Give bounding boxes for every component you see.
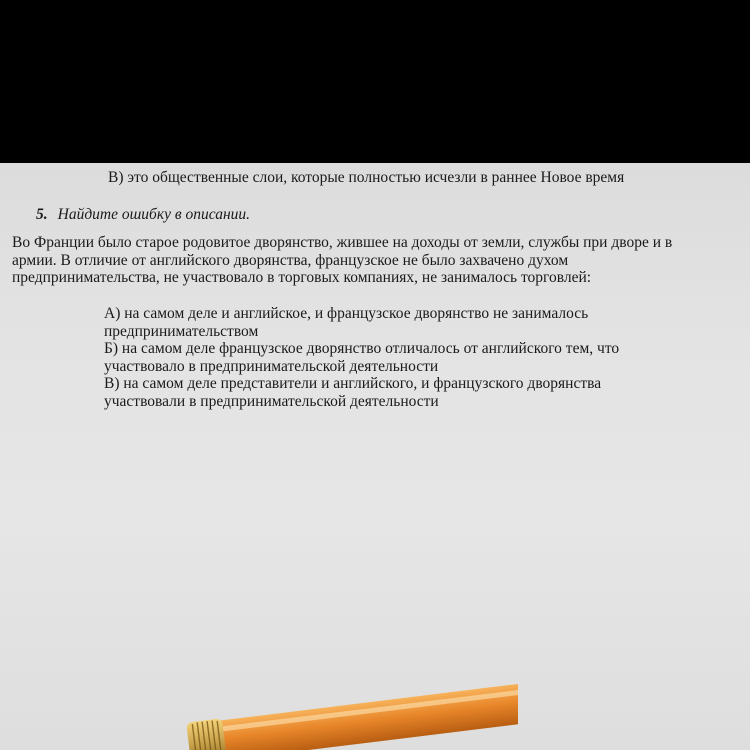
option-b-line: участвовало в предпринимательской деятельности (104, 357, 439, 375)
task-heading (36, 206, 250, 224)
option-c-line: участвовали в предпринимательской деятельности (104, 392, 439, 410)
paragraph-line: Во Франции было старое родовитое дворянство, жившее на доходы от земли, службы при дворе и в (12, 234, 673, 251)
answer-options (104, 305, 619, 410)
task-prompt: Найдите ошибку в описании. (57, 206, 251, 223)
description-paragraph (12, 234, 672, 287)
option-c-line: В) на самом деле представители и английского, и французского дворянства (104, 375, 602, 392)
option-b-line: Б) на самом деле французское дворянство отличалось от английского тем, что (104, 340, 620, 357)
previous-option-line: В) это общественные слои, которые полностью исчезли в раннее Новое время (108, 169, 625, 186)
paragraph-line: армии. В отличие от английского дворянства, французское не было захвачено духом (12, 251, 569, 269)
option-a-line: А) на самом деле и английское, и французское дворянство не занималось (104, 305, 589, 322)
paragraph-line: предпринимательства, не участвовало в торговых компаниях, не занималось торговлей: (12, 269, 592, 286)
pencil-icon (178, 683, 518, 750)
option-a-line: предпринимательством (104, 322, 259, 340)
task-number: 5. (36, 206, 48, 223)
